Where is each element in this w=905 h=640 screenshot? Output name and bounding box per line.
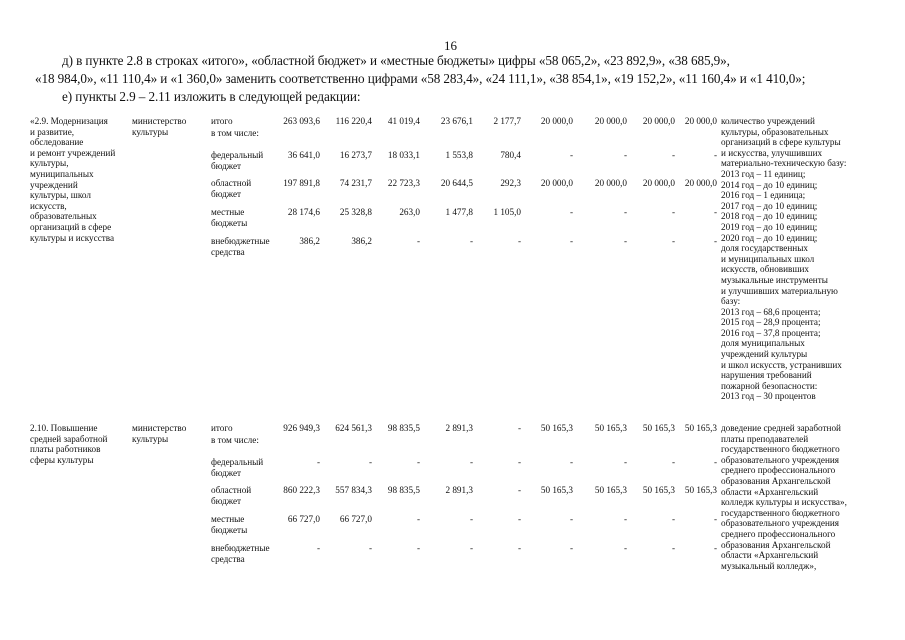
amount-cell: 860 222,3 <box>283 485 320 495</box>
measure-name-line: культуры, школ <box>30 190 91 201</box>
funding-source-line: бюджеты <box>211 217 248 228</box>
funding-source <box>211 128 259 139</box>
amount-cell: - <box>416 543 420 553</box>
amount-cell: 20 000,0 <box>642 178 675 188</box>
measure-name-line: муниципальных <box>30 168 94 179</box>
funding-source-line: бюджет <box>211 495 242 506</box>
expected-result-line: доля государственных <box>721 243 808 254</box>
amount-cell: 20 000,0 <box>684 178 717 188</box>
measure-name-line: и ремонт учреждений <box>30 147 116 158</box>
amount-cell: 20 000,0 <box>540 116 573 126</box>
funding-source-line: местные <box>211 207 245 217</box>
funding-source <box>211 116 233 127</box>
paragraph-d-line-1: д) в пункте 2.8 в строках «итого», «областной бюджет» и «местные бюджеты» цифры «58 065,2», «23 892,9», «38 685,9», <box>62 53 730 68</box>
amount-cell: 50 165,3 <box>540 423 573 433</box>
amount-cell: 98 835,5 <box>387 485 420 495</box>
expected-result-line: среднего профессионального <box>721 465 836 476</box>
amount-cell: - <box>623 514 627 524</box>
measure-name-line: обследование <box>30 137 84 148</box>
amount-cell: 50 165,3 <box>642 485 675 495</box>
measure-name-line: сферы культуры <box>30 454 94 465</box>
funding-source-line: средства <box>211 553 245 564</box>
measure-name-line: культуры и искусства <box>30 232 115 243</box>
amount-cell: - <box>713 514 717 524</box>
expected-result <box>721 423 847 571</box>
expected-result-line: 2013 год – 30 процентов <box>721 391 816 402</box>
amount-cell: 197 891,8 <box>283 178 320 188</box>
amount-cell: - <box>671 457 675 467</box>
amount-cell: 20 644,5 <box>440 178 473 188</box>
amount-cell: 66 727,0 <box>339 514 372 524</box>
amount-cell: - <box>368 457 372 467</box>
amount-cell: - <box>569 150 573 160</box>
amount-cell: 41 019,4 <box>387 116 420 126</box>
measure-name-line: образовательных <box>30 211 97 222</box>
funding-source <box>211 457 263 478</box>
expected-result-line: базу: <box>721 296 741 307</box>
executor-line: министерство <box>132 116 187 126</box>
amount-cell: 2 177,7 <box>493 116 521 126</box>
funding-source <box>211 423 233 434</box>
expected-result-line: государственного бюджетного <box>721 444 840 455</box>
amount-cell: - <box>569 543 573 553</box>
funding-source-line: средства <box>211 246 245 257</box>
amount-cell: 926 949,3 <box>283 423 320 433</box>
amount-cell: - <box>416 236 420 246</box>
amount-cell: 386,2 <box>351 236 372 246</box>
amount-cell: 16 273,7 <box>339 150 372 160</box>
expected-result-line: музыкальные инструменты <box>721 274 828 285</box>
expected-result-line: среднего профессионального <box>721 528 836 539</box>
expected-result-line: колледж культуры и искусства», <box>721 497 847 508</box>
amount-cell: - <box>623 207 627 217</box>
funding-source-line: областной <box>211 178 252 188</box>
funding-source-line: итого <box>211 423 233 433</box>
funding-source <box>211 485 251 506</box>
amount-cell: - <box>469 543 473 553</box>
funding-source-line: областной <box>211 485 252 495</box>
amount-cell: - <box>671 514 675 524</box>
expected-result-line: доведение средней заработной <box>721 423 841 433</box>
amount-cell: - <box>469 514 473 524</box>
amount-cell: - <box>713 150 717 160</box>
expected-result-line: образования Архангельской <box>721 475 831 486</box>
amount-cell: - <box>713 207 717 217</box>
expected-result-line: 2020 год – до 10 единиц; <box>721 232 818 243</box>
page-number: 16 <box>444 38 457 53</box>
amount-cell: 74 231,7 <box>339 178 372 188</box>
expected-result-line: и улучшивших материальную <box>721 285 838 296</box>
executor-line: культуры <box>132 126 169 137</box>
amount-cell: 66 727,0 <box>287 514 320 524</box>
amount-cell: 780,4 <box>500 150 521 160</box>
amount-cell: - <box>416 514 420 524</box>
amount-cell: - <box>671 543 675 553</box>
funding-source-line: внебюджетные <box>211 543 270 553</box>
amount-cell: 25 328,8 <box>339 207 372 217</box>
amount-cell: 624 561,3 <box>335 423 372 433</box>
funding-source-line: итого <box>211 116 233 126</box>
funding-source-line: бюджет <box>211 188 242 199</box>
expected-result-line: 2013 год – 11 единиц; <box>721 168 806 179</box>
funding-source-line: федеральный <box>211 150 264 160</box>
expected-result-line: 2013 год – 68,6 процента; <box>721 306 821 317</box>
expected-result-line: искусств, обновивших <box>721 264 809 275</box>
amount-cell: - <box>517 236 521 246</box>
amount-cell: - <box>623 150 627 160</box>
amount-cell: 50 165,3 <box>684 485 717 495</box>
executor-line: культуры <box>132 433 169 444</box>
expected-result <box>721 116 846 402</box>
expected-result-line: 2014 год – до 10 единиц; <box>721 179 818 190</box>
funding-source <box>211 236 270 257</box>
amount-cell: 18 033,1 <box>387 150 420 160</box>
expected-result-line: 2016 год – 37,8 процента; <box>721 327 821 338</box>
funding-source-line: внебюджетные <box>211 236 270 246</box>
measure-name <box>30 116 115 243</box>
amount-cell: 263 093,6 <box>283 116 320 126</box>
amount-cell: 50 165,3 <box>540 485 573 495</box>
funding-source-line: в том числе: <box>211 435 259 445</box>
amount-cell: 386,2 <box>299 236 320 246</box>
amount-cell: - <box>671 236 675 246</box>
amount-cell: 50 165,3 <box>642 423 675 433</box>
amount-cell: - <box>368 543 372 553</box>
measure-name <box>30 423 107 465</box>
amount-cell: 23 676,1 <box>440 116 473 126</box>
amount-cell: - <box>569 457 573 467</box>
expected-result-line: государственного бюджетного <box>721 507 840 518</box>
amount-cell: - <box>469 457 473 467</box>
funding-source-line: бюджеты <box>211 524 248 535</box>
amount-cell: - <box>517 423 521 433</box>
expected-result-line: материально-техническую базу: <box>721 158 847 169</box>
amount-cell: - <box>623 543 627 553</box>
expected-result-line: учреждений культуры <box>721 349 808 360</box>
amount-cell: 28 174,6 <box>287 207 320 217</box>
expected-result-line: и муниципальных школ <box>721 253 815 264</box>
funding-source-line: в том числе: <box>211 128 259 138</box>
amount-cell: - <box>316 543 320 553</box>
amount-cell: 98 835,5 <box>387 423 420 433</box>
amount-cell: - <box>713 457 717 467</box>
funding-source-line: федеральный <box>211 457 264 467</box>
amount-cell: 50 165,3 <box>594 423 627 433</box>
expected-result-line: образования Архангельской <box>721 539 831 550</box>
funding-source <box>211 543 270 564</box>
measure-name-line: «2.9. Модернизация <box>30 116 108 126</box>
amount-cell: 22 723,3 <box>387 178 420 188</box>
amount-cell: 20 000,0 <box>594 116 627 126</box>
amount-cell: 36 641,0 <box>287 150 320 160</box>
amount-cell: - <box>713 236 717 246</box>
expected-result-line: образовательного учреждения <box>721 454 840 465</box>
expected-result-line: культуры, образовательных <box>721 126 829 137</box>
measure-name-line: искусств, <box>30 200 67 211</box>
executor <box>132 116 186 137</box>
amount-cell: 1 553,8 <box>445 150 473 160</box>
amount-cell: 50 165,3 <box>594 485 627 495</box>
amount-cell: - <box>517 457 521 467</box>
amount-cell: 2 891,3 <box>445 485 473 495</box>
expected-result-line: доля муниципальных <box>721 338 805 349</box>
expected-result-line: количество учреждений <box>721 116 815 126</box>
amount-cell: 50 165,3 <box>684 423 717 433</box>
expected-result-line: 2015 год – 28,9 процента; <box>721 317 821 328</box>
expected-result-line: области «Архангельский <box>721 550 819 561</box>
amount-cell: - <box>416 457 420 467</box>
amount-cell: 116 220,4 <box>335 116 372 126</box>
expected-result-line: 2018 год – до 10 единиц; <box>721 211 818 222</box>
amount-cell: - <box>671 150 675 160</box>
amount-cell: - <box>517 543 521 553</box>
amount-cell: - <box>623 236 627 246</box>
funding-source <box>211 178 251 199</box>
funding-source-line: бюджет <box>211 160 242 171</box>
amount-cell: 292,3 <box>500 178 521 188</box>
amount-cell: - <box>569 236 573 246</box>
funding-source <box>211 435 259 446</box>
expected-result-line: и школ искусств, устранивших <box>721 359 842 370</box>
expected-result-line: и искусства, улучшивших <box>721 147 823 158</box>
measure-name-line: организаций в сфере <box>30 221 112 232</box>
amount-cell: 557 834,3 <box>335 485 372 495</box>
measure-name-line: 2.10. Повышение <box>30 423 98 433</box>
amount-cell: - <box>517 485 521 495</box>
paragraph-e: е) пункты 2.9 – 2.11 изложить в следующей редакции: <box>62 89 361 104</box>
amount-cell: - <box>713 543 717 553</box>
expected-result-line: 2019 год – до 10 единиц; <box>721 221 818 232</box>
expected-result-line: области «Архангельский <box>721 486 819 497</box>
measure-name-line: учреждений <box>30 179 78 190</box>
amount-cell: 2 891,3 <box>445 423 473 433</box>
measure-name-line: платы работников <box>30 444 101 455</box>
amount-cell: - <box>671 207 675 217</box>
funding-source <box>211 150 263 171</box>
measure-name-line: и развитие, <box>30 126 75 137</box>
expected-result-line: платы преподавателей <box>721 433 809 444</box>
executor <box>132 423 186 444</box>
executor-line: министерство <box>132 423 187 433</box>
amount-cell: 1 477,8 <box>445 207 473 217</box>
measure-name-line: средней заработной <box>30 433 108 444</box>
amount-cell: - <box>569 514 573 524</box>
amount-cell: - <box>517 514 521 524</box>
funding-source <box>211 514 247 535</box>
expected-result-line: пожарной безопасности: <box>721 380 818 391</box>
expected-result-line: образовательного учреждения <box>721 518 840 529</box>
amount-cell: 20 000,0 <box>642 116 675 126</box>
expected-result-line: 2017 год – до 10 единиц; <box>721 200 818 211</box>
expected-result-line: организаций в сфере культуры <box>721 137 841 148</box>
measure-name-line: культуры, <box>30 158 69 169</box>
expected-result-line: 2016 год – 1 единица; <box>721 190 806 201</box>
amount-cell: 263,0 <box>399 207 420 217</box>
funding-source-line: бюджет <box>211 467 242 478</box>
amount-cell: - <box>569 207 573 217</box>
expected-result-line: музыкальный колледж», <box>721 560 817 571</box>
amount-cell: 20 000,0 <box>540 178 573 188</box>
amount-cell: 20 000,0 <box>594 178 627 188</box>
amount-cell: 20 000,0 <box>684 116 717 126</box>
funding-source-line: местные <box>211 514 245 524</box>
amount-cell: - <box>316 457 320 467</box>
funding-source <box>211 207 247 228</box>
amount-cell: - <box>469 236 473 246</box>
expected-result-line: нарушения требований <box>721 370 812 381</box>
amount-cell: - <box>623 457 627 467</box>
amount-cell: 1 105,0 <box>493 207 521 217</box>
paragraph-d-line-2: «18 984,0», «11 110,4» и «1 360,0» заменить соответственно цифрами «58 283,4», «24 111,1», «38 854,1», «19 152,2», «11 160,4» и «1 410,0»; <box>35 71 806 86</box>
